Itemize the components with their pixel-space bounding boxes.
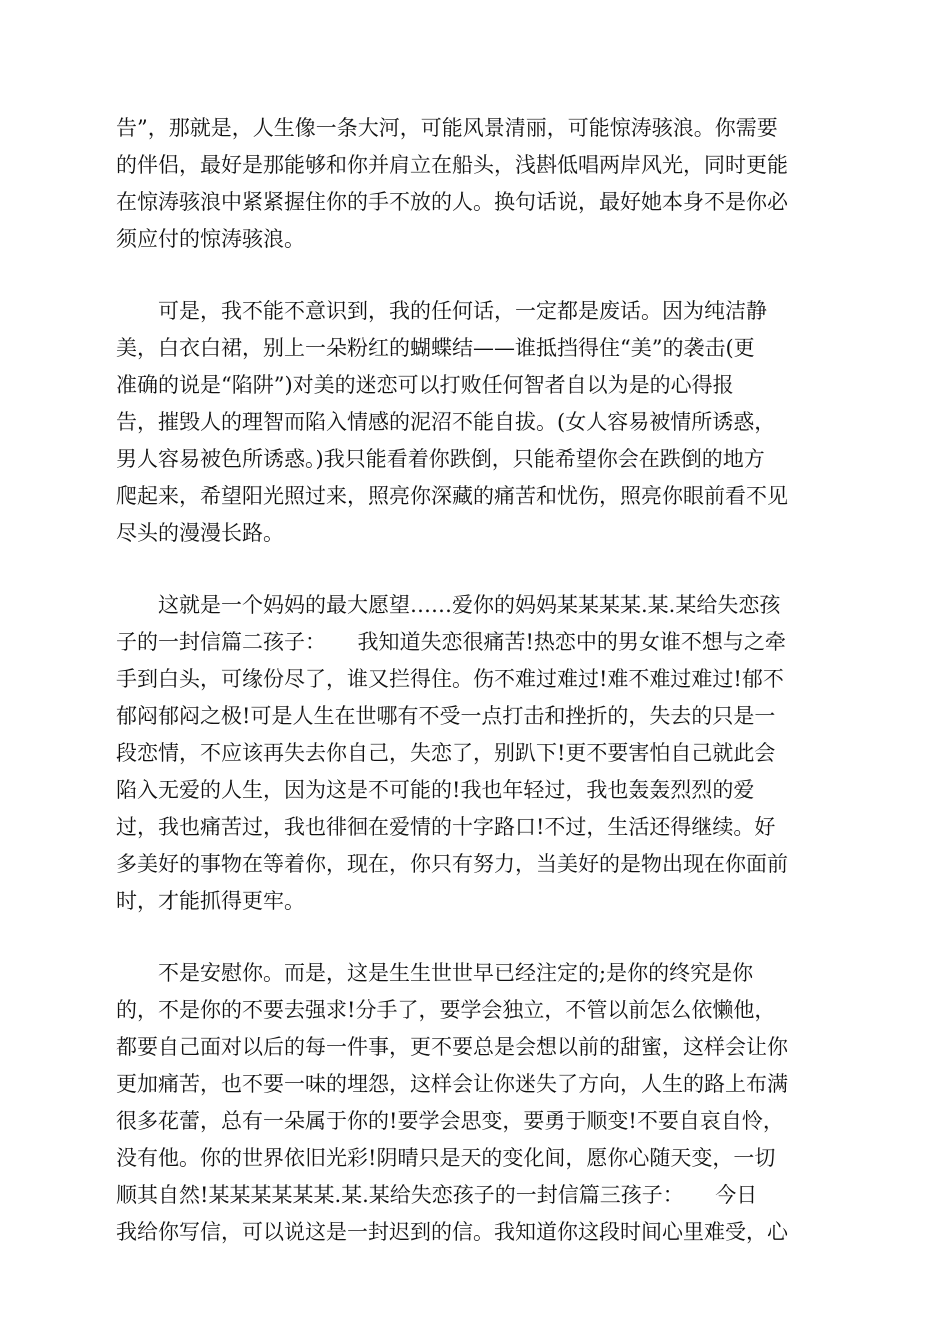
text-line: 过，我也痛苦过，我也徘徊在爱情的十字路口!不过，生活还得继续。好 <box>116 815 776 839</box>
text-line: 没有他。你的世界依旧光彩!阴晴只是天的变化间，愿你心随天变，一切 <box>116 1146 776 1170</box>
text-line: 多美好的事物在等着你，现在，你只有努力，当美好的是物出现在你面前 <box>116 852 788 876</box>
text-line: 可是，我不能不意识到，我的任何话，一定都是废话。因为纯洁静 <box>116 299 767 323</box>
text-line: 我给你写信，可以说这是一封迟到的信。我知道你这段时间心里难受，心 <box>116 1220 788 1244</box>
text-line: 段恋情，不应该再失去你自己，失恋了，别趴下!更不要害怕自己就此会 <box>116 741 776 765</box>
text-line: 美，白衣白裙，别上一朵粉红的蝴蝶结——谁抵挡得住“美”的袭击(更 <box>116 336 755 360</box>
text-line: 郁闷郁闷之极!可是人生在世哪有不受一点打击和挫折的，失去的只是一 <box>116 704 776 728</box>
text-line: 男人容易被色所诱惑。)我只能看着你跌倒，只能希望你会在跌倒的地方 <box>116 447 765 471</box>
text-line: 顺其自然!某某某某某某.某.某给失恋孩子的一封信篇三孩子： 今日 <box>116 1183 758 1207</box>
text-line: 爬起来，希望阳光照过来，照亮你深藏的痛苦和忧伤，照亮你眼前看不见 <box>116 484 788 508</box>
text-line: 在惊涛骇浪中紧紧握住你的手不放的人。换句话说，最好她本身不是你必 <box>116 190 788 214</box>
paragraph-2 <box>116 293 836 552</box>
text-line: 手到白头，可缘份尽了，谁又拦得住。伤不难过难过!难不难过难过!郁不 <box>116 667 784 691</box>
paragraph-4 <box>116 955 836 1251</box>
text-line: 告，摧毁人的理智而陷入情感的泥沼不能自拔。(女人容易被情所诱惑， <box>116 410 776 434</box>
text-line: 时，才能抓得更牢。 <box>116 889 305 913</box>
text-line: 不是安慰你。而是，这是生生世世早已经注定的;是你的终究是你 <box>116 961 754 985</box>
text-line: 准确的说是“陷阱”)对美的迷恋可以打败任何智者自以为是的心得报 <box>116 373 734 397</box>
text-line: 的，不是你的不要去强求!分手了，要学会独立，不管以前怎么依懒他， <box>116 998 776 1022</box>
text-line: 须应付的惊涛骇浪。 <box>116 227 305 251</box>
document-body <box>116 110 836 1286</box>
text-line: 都要自己面对以后的每一件事，更不要总是会想以前的甜蜜，这样会让你 <box>116 1035 788 1059</box>
text-line: 子的一封信篇二孩子： 我知道失恋很痛苦!热恋中的男女谁不想与之牵 <box>116 630 786 654</box>
text-line: 陷入无爱的人生，因为这是不可能的!我也年轻过，我也轰轰烈烈的爱 <box>116 778 755 802</box>
text-line: 很多花蕾，总有一朵属于你的!要学会思变，要勇于顺变!不要自哀自怜， <box>116 1109 784 1133</box>
text-line: 更加痛苦，也不要一味的埋怨，这样会让你迷失了方向，人生的路上布满 <box>116 1072 788 1096</box>
text-line: 的伴侣，最好是那能够和你并肩立在船头，浅斟低唱两岸风光，同时更能 <box>116 153 788 177</box>
text-line: 这就是一个妈妈的最大愿望……爱你的妈妈某某某某.某.某给失恋孩 <box>116 593 781 617</box>
text-line: 告”，那就是，人生像一条大河，可能风景清丽，可能惊涛骇浪。你需要 <box>116 116 778 140</box>
text-line: 尽头的漫漫长路。 <box>116 521 284 545</box>
paragraph-1 <box>116 110 836 258</box>
paragraph-3 <box>116 587 836 920</box>
